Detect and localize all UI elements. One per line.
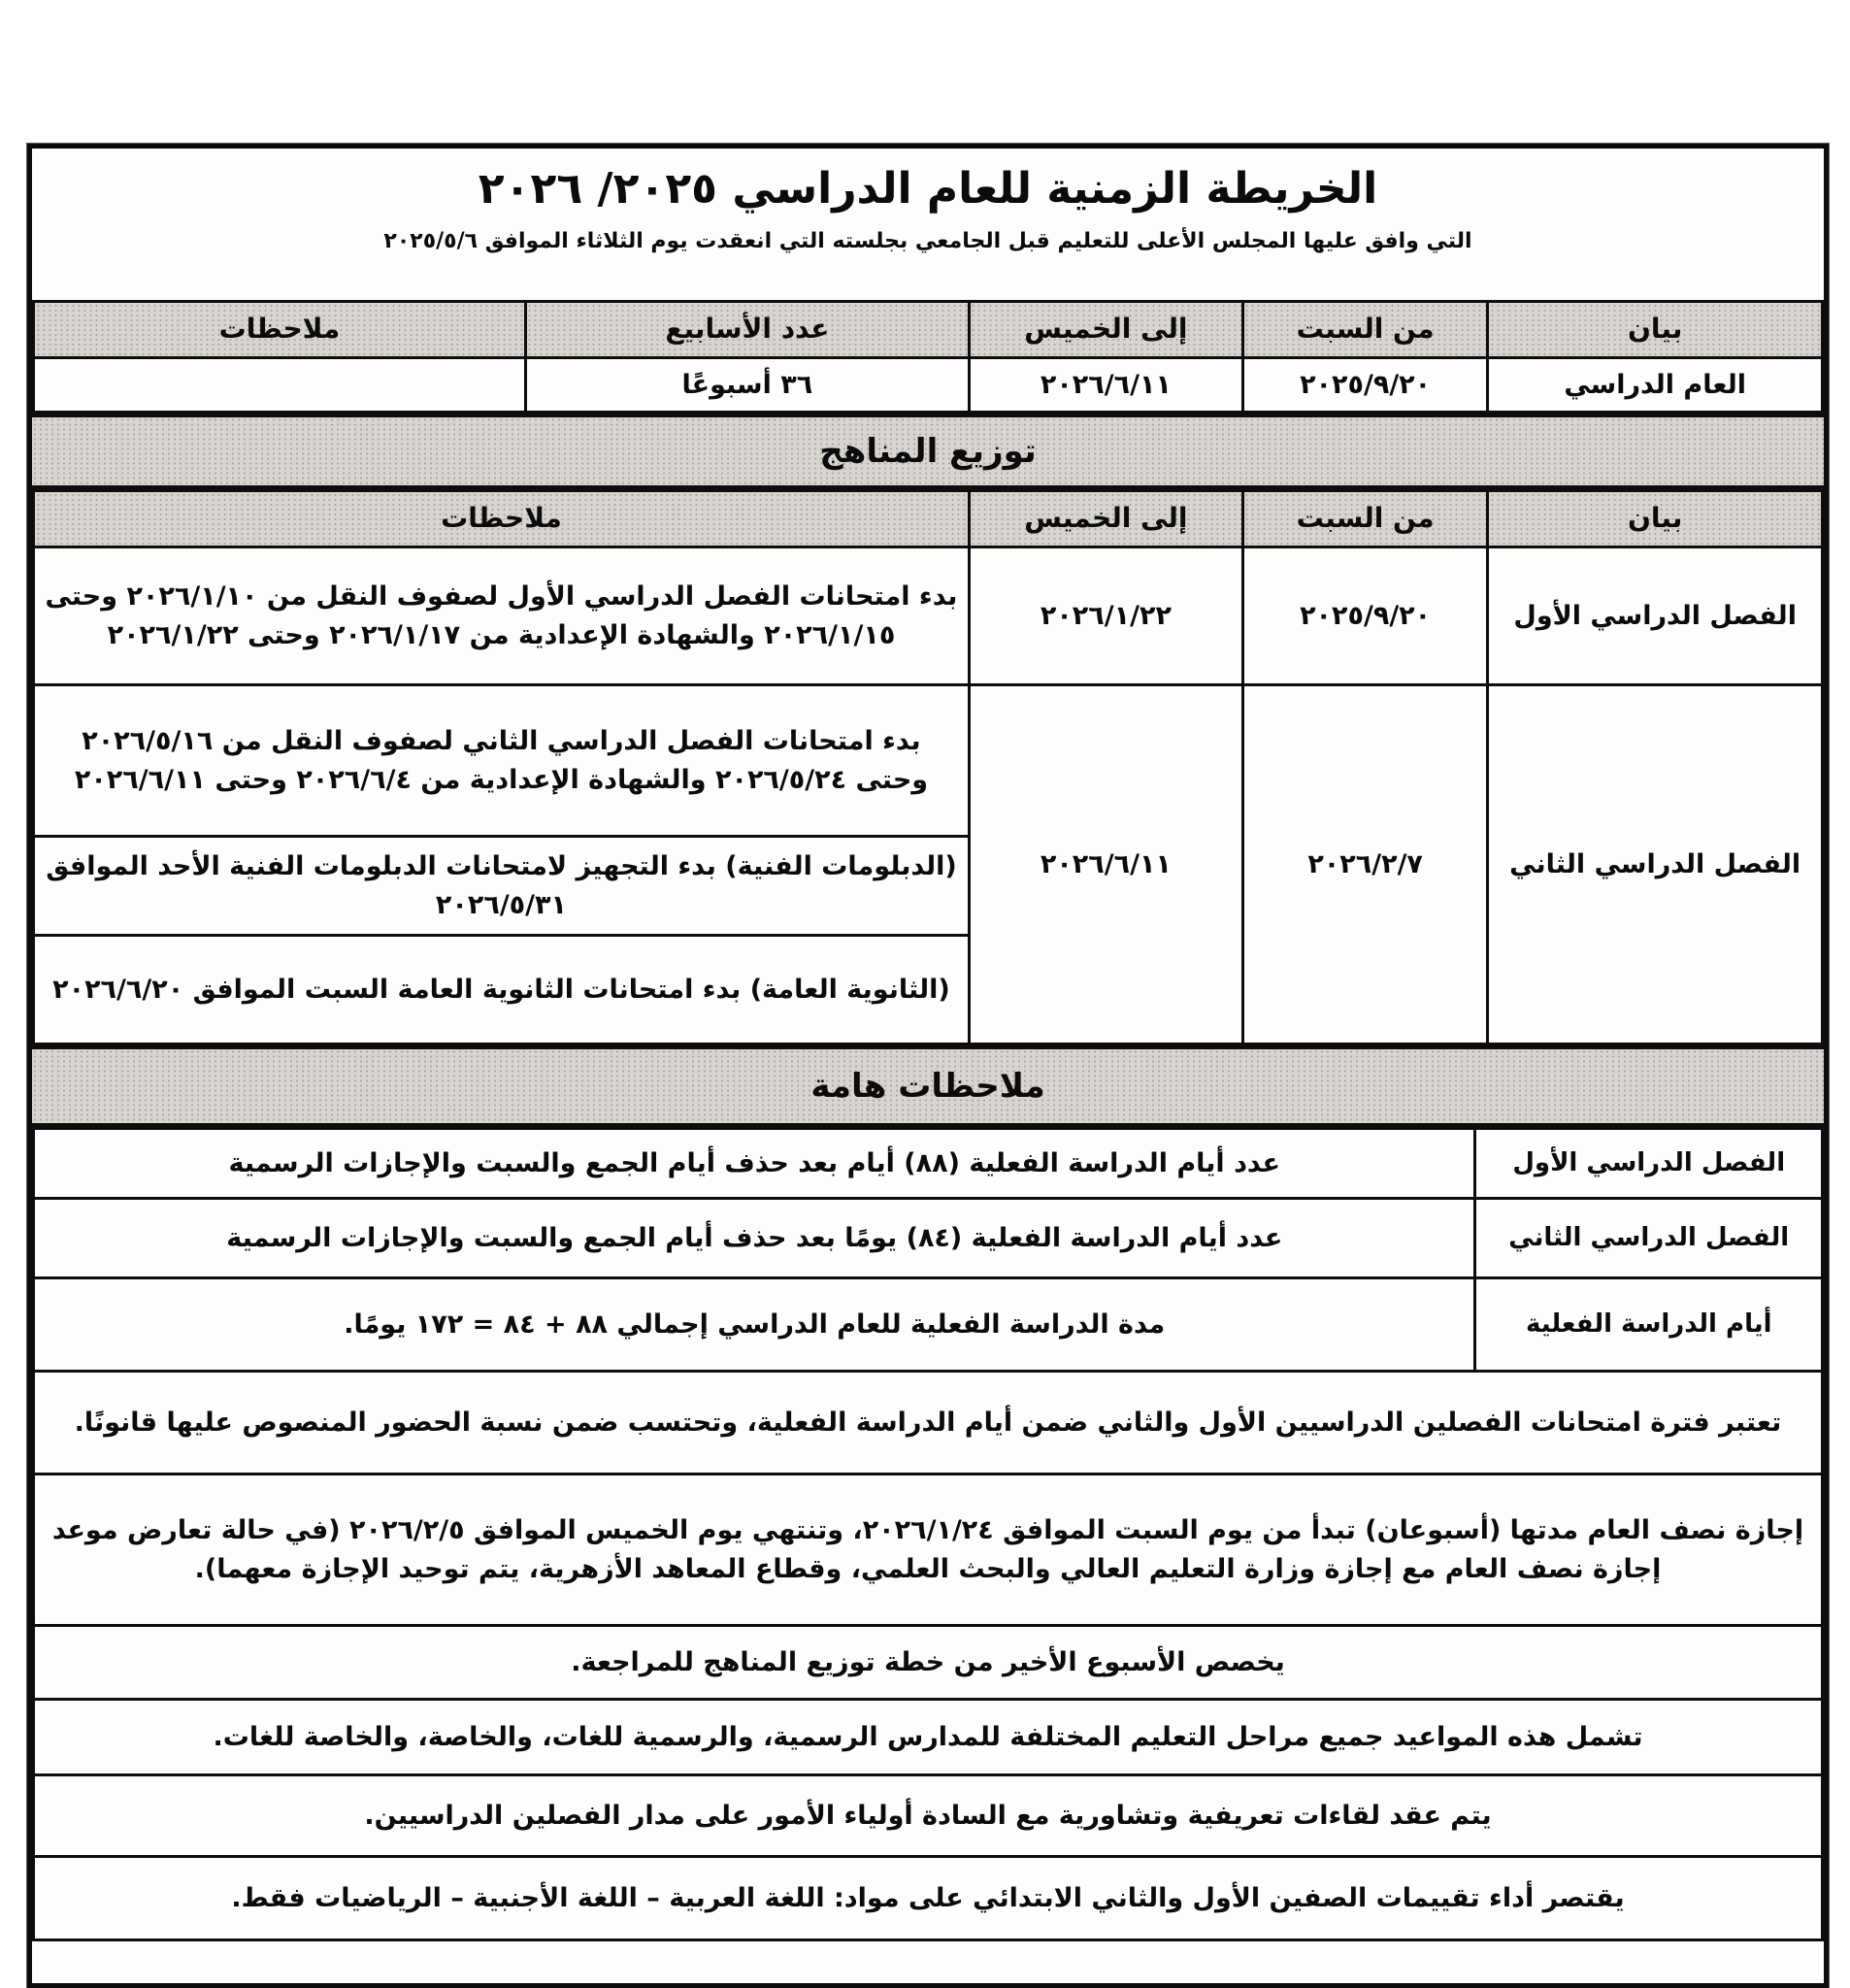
semester1-item: الفصل الدراسي الأول [1488,547,1823,685]
curriculum-header-notes: ملاحظات [34,491,970,547]
note-row-exam-period-counted [34,1372,1823,1474]
year-row-weeks-value: ٣٦ أسبوعًا [525,358,969,413]
curriculum-header-from-saturday: من السبت [1242,491,1487,547]
year-row-to-date: ٢٠٢٦/٦/١١ [969,358,1242,413]
semester1-row [34,547,1823,685]
important-notes-section-title: ملاحظات هامة [32,1045,1824,1127]
note-text-midyear-holiday: إجازة نصف العام مدتها (أسبوعان) تبدأ من يوم السبت الموافق ٢٠٢٦/١/٢٤، وتنتهي يوم الخميس الموافق ٢٠٢٦/٢/٥ (في حالة تعارض موعد إجازة نصف العام مع إجازة وزارة التعليم العالي والبحث العلمي، وقطاع المعاهد الأزهرية، يتم توحيد الإجازة معهما). [34,1474,1823,1626]
note-text-total-days: مدة الدراسة الفعلية للعام الدراسي إجمالي ٨٨ + ٨٤ = ١٧٢ يومًا. [34,1278,1475,1372]
year-table-row [34,358,1823,413]
curriculum-header-to-thursday: إلى الخميس [969,491,1242,547]
year-row-item: العام الدراسي [1488,358,1823,413]
curriculum-header-item: بيان [1488,491,1823,547]
note-label-second-semester: الفصل الدراسي الثاني [1475,1199,1823,1278]
note-text-last-week-revision: يخصص الأسبوع الأخير من خطة توزيع المناهج للمراجعة. [34,1626,1823,1700]
document-header [32,149,1824,300]
curriculum-section-title: توزيع المناهج [32,414,1824,489]
academic-year-table [32,300,1824,414]
semester2-general-secondary-note: (الثانوية العامة) بدء امتحانات الثانوية العامة السبت الموافق ٢٠٢٦/٦/٢٠ [34,936,970,1044]
note-row-first-semester [34,1129,1823,1199]
note-text-exam-period-counted: تعتبر فترة امتحانات الفصلين الدراسيين الأول والثاني ضمن أيام الدراسة الفعلية، وتحتسب ضمن نسبة الحضور المنصوص عليها قانونًا. [34,1372,1823,1474]
note-row-second-semester [34,1199,1823,1278]
note-row-applies-all-schools [34,1700,1823,1775]
note-label-actual-study-days: أيام الدراسة الفعلية [1475,1278,1823,1372]
semester2-row [34,685,1823,837]
note-row-midyear-holiday [34,1474,1823,1626]
year-header-notes: ملاحظات [34,302,526,358]
page-title: الخريطة الزمنية للعام الدراسي ٢٠٢٥/ ٢٠٢٦ [478,164,1378,214]
note-row-parent-meetings [34,1775,1823,1857]
note-text-grade1-2-assessments: يقتصر أداء تقييمات الصفين الأول والثاني الابتدائي على مواد: اللغة العربية – اللغة الأجنبية – الرياضيات فقط. [34,1857,1823,1940]
note-text-parent-meetings: يتم عقد لقاءات تعريفية وتشاورية مع السادة أولياء الأمور على مدار الفصلين الدراسيين. [34,1775,1823,1857]
semester1-from-date: ٢٠٢٥/٩/٢٠ [1242,547,1487,685]
note-text-second-semester-days: عدد أيام الدراسة الفعلية (٨٤) يومًا بعد حذف أيام الجمع والسبت والإجازات الرسمية [34,1199,1475,1278]
semester2-from-date: ٢٠٢٦/٢/٧ [1242,685,1487,1044]
note-text-applies-all-schools: تشمل هذه المواعيد جميع مراحل التعليم المختلفة للمدارس الرسمية، والرسمية للغات، والخاصة، والخاصة للغات. [34,1700,1823,1775]
year-row-notes-empty [34,358,526,413]
year-table-header-row [34,302,1823,358]
year-header-to-thursday: إلى الخميس [969,302,1242,358]
year-header-from-saturday: من السبت [1242,302,1487,358]
semester1-to-date: ٢٠٢٦/١/٢٢ [969,547,1242,685]
semester1-exams-note: بدء امتحانات الفصل الدراسي الأول لصفوف النقل من ٢٠٢٦/١/١٠ وحتى ٢٠٢٦/١/١٥ والشهادة الإعدادية من ٢٠٢٦/١/١٧ وحتى ٢٠٢٦/١/٢٢ [34,547,970,685]
note-row-last-week-revision [34,1626,1823,1700]
scanned-document [27,144,1829,1988]
note-row-grade1-2-assessments [34,1857,1823,1940]
semester2-to-date: ٢٠٢٦/٦/١١ [969,685,1242,1044]
semester2-technical-diplomas-note: (الدبلومات الفنية) بدء التجهيز لامتحانات الدبلومات الفنية الأحد الموافق ٢٠٢٦/٥/٣١ [34,837,970,936]
year-row-from-date: ٢٠٢٥/٩/٢٠ [1242,358,1487,413]
page-subtitle: التي وافق عليها المجلس الأعلى للتعليم قبل الجامعي بجلسته التي انعقدت يوم الثلاثاء الموافق ٢٠٢٥/٥/٦ [383,229,1472,253]
year-header-weeks-count: عدد الأسابيع [525,302,969,358]
semester2-transfer-exams-note: بدء امتحانات الفصل الدراسي الثاني لصفوف النقل من ٢٠٢٦/٥/١٦ وحتى ٢٠٢٦/٥/٢٤ والشهادة الإعدادية من ٢٠٢٦/٦/٤ وحتى ٢٠٢٦/٦/١١ [34,685,970,837]
curriculum-header-row [34,491,1823,547]
note-row-actual-study-days [34,1278,1823,1372]
note-text-first-semester-days: عدد أيام الدراسة الفعلية (٨٨) أيام بعد حذف أيام الجمع والسبت والإجازات الرسمية [34,1129,1475,1199]
note-label-first-semester: الفصل الدراسي الأول [1475,1129,1823,1199]
year-header-item: بيان [1488,302,1823,358]
important-notes-table [32,1127,1824,1941]
curriculum-table [32,489,1824,1045]
semester2-item: الفصل الدراسي الثاني [1488,685,1823,1044]
